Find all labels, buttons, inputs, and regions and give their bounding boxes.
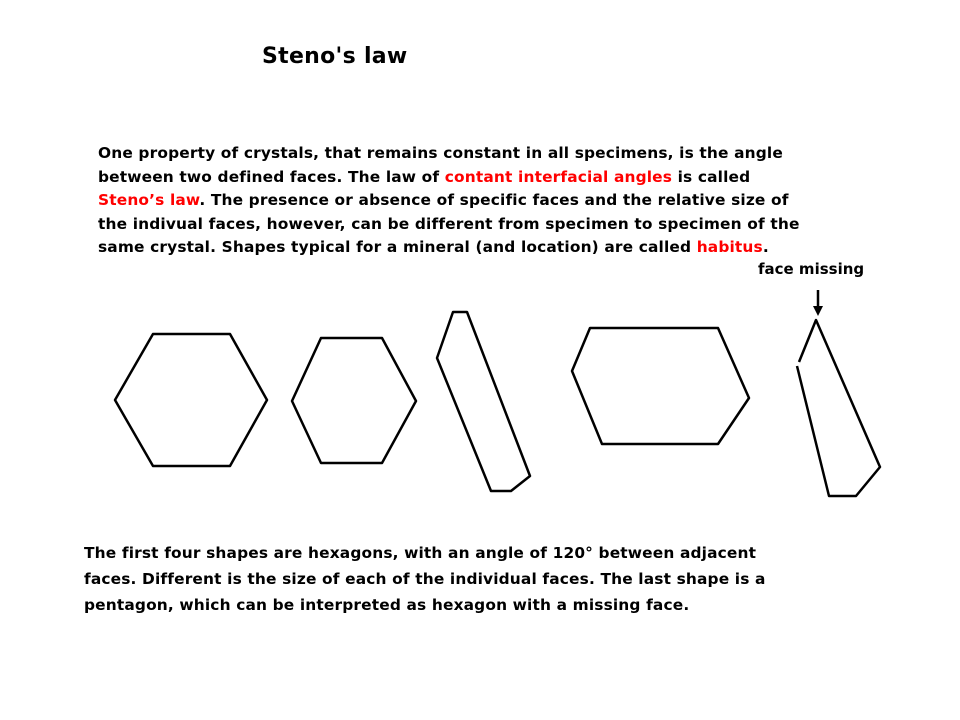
highlight-habitus: habitus xyxy=(696,238,763,256)
intro-line-2-text-a: between two defined faces. The law of xyxy=(98,167,445,186)
caption-line-2: faces. Different is the size of each of the individual faces. The last shape is a xyxy=(84,570,766,588)
pentagon-missing-face xyxy=(797,320,880,496)
hexagon-regular-small xyxy=(292,338,416,463)
face-missing-label: face missing xyxy=(758,260,865,278)
face-missing-arrow-head xyxy=(813,306,823,316)
intro-line-3-text: . The presence or absence of specific faces and the relative size of xyxy=(199,191,789,209)
hexagon-flattened-wide xyxy=(572,328,749,444)
caption-paragraph xyxy=(84,540,884,618)
intro-line-1: One property of crystals, that remains constant in all specimens, is the angle xyxy=(98,144,783,162)
caption-line-3: pentagon, which can be interpreted as hexagon with a missing face. xyxy=(84,596,690,614)
intro-line-4: the indivual faces, however, can be different from specimen to specimen of the xyxy=(98,214,800,233)
highlight-contant-interfacial-angles: contant interfacial angles xyxy=(444,167,673,186)
caption-line-1: The first four shapes are hexagons, with an angle of 120° between adjacent xyxy=(84,544,757,562)
intro-line-2-text-b: is called xyxy=(672,167,751,186)
intro-line-5-text-b: . xyxy=(762,238,769,256)
highlight-stenos-law: Steno’s law xyxy=(98,191,200,209)
slide-title: Steno's law xyxy=(262,44,408,69)
hexagon-elongated-tilted xyxy=(437,312,530,491)
intro-line-5-text-a: same crystal. Shapes typical for a mineral (and location) are called xyxy=(98,238,697,256)
hexagon-regular-large xyxy=(115,334,267,466)
